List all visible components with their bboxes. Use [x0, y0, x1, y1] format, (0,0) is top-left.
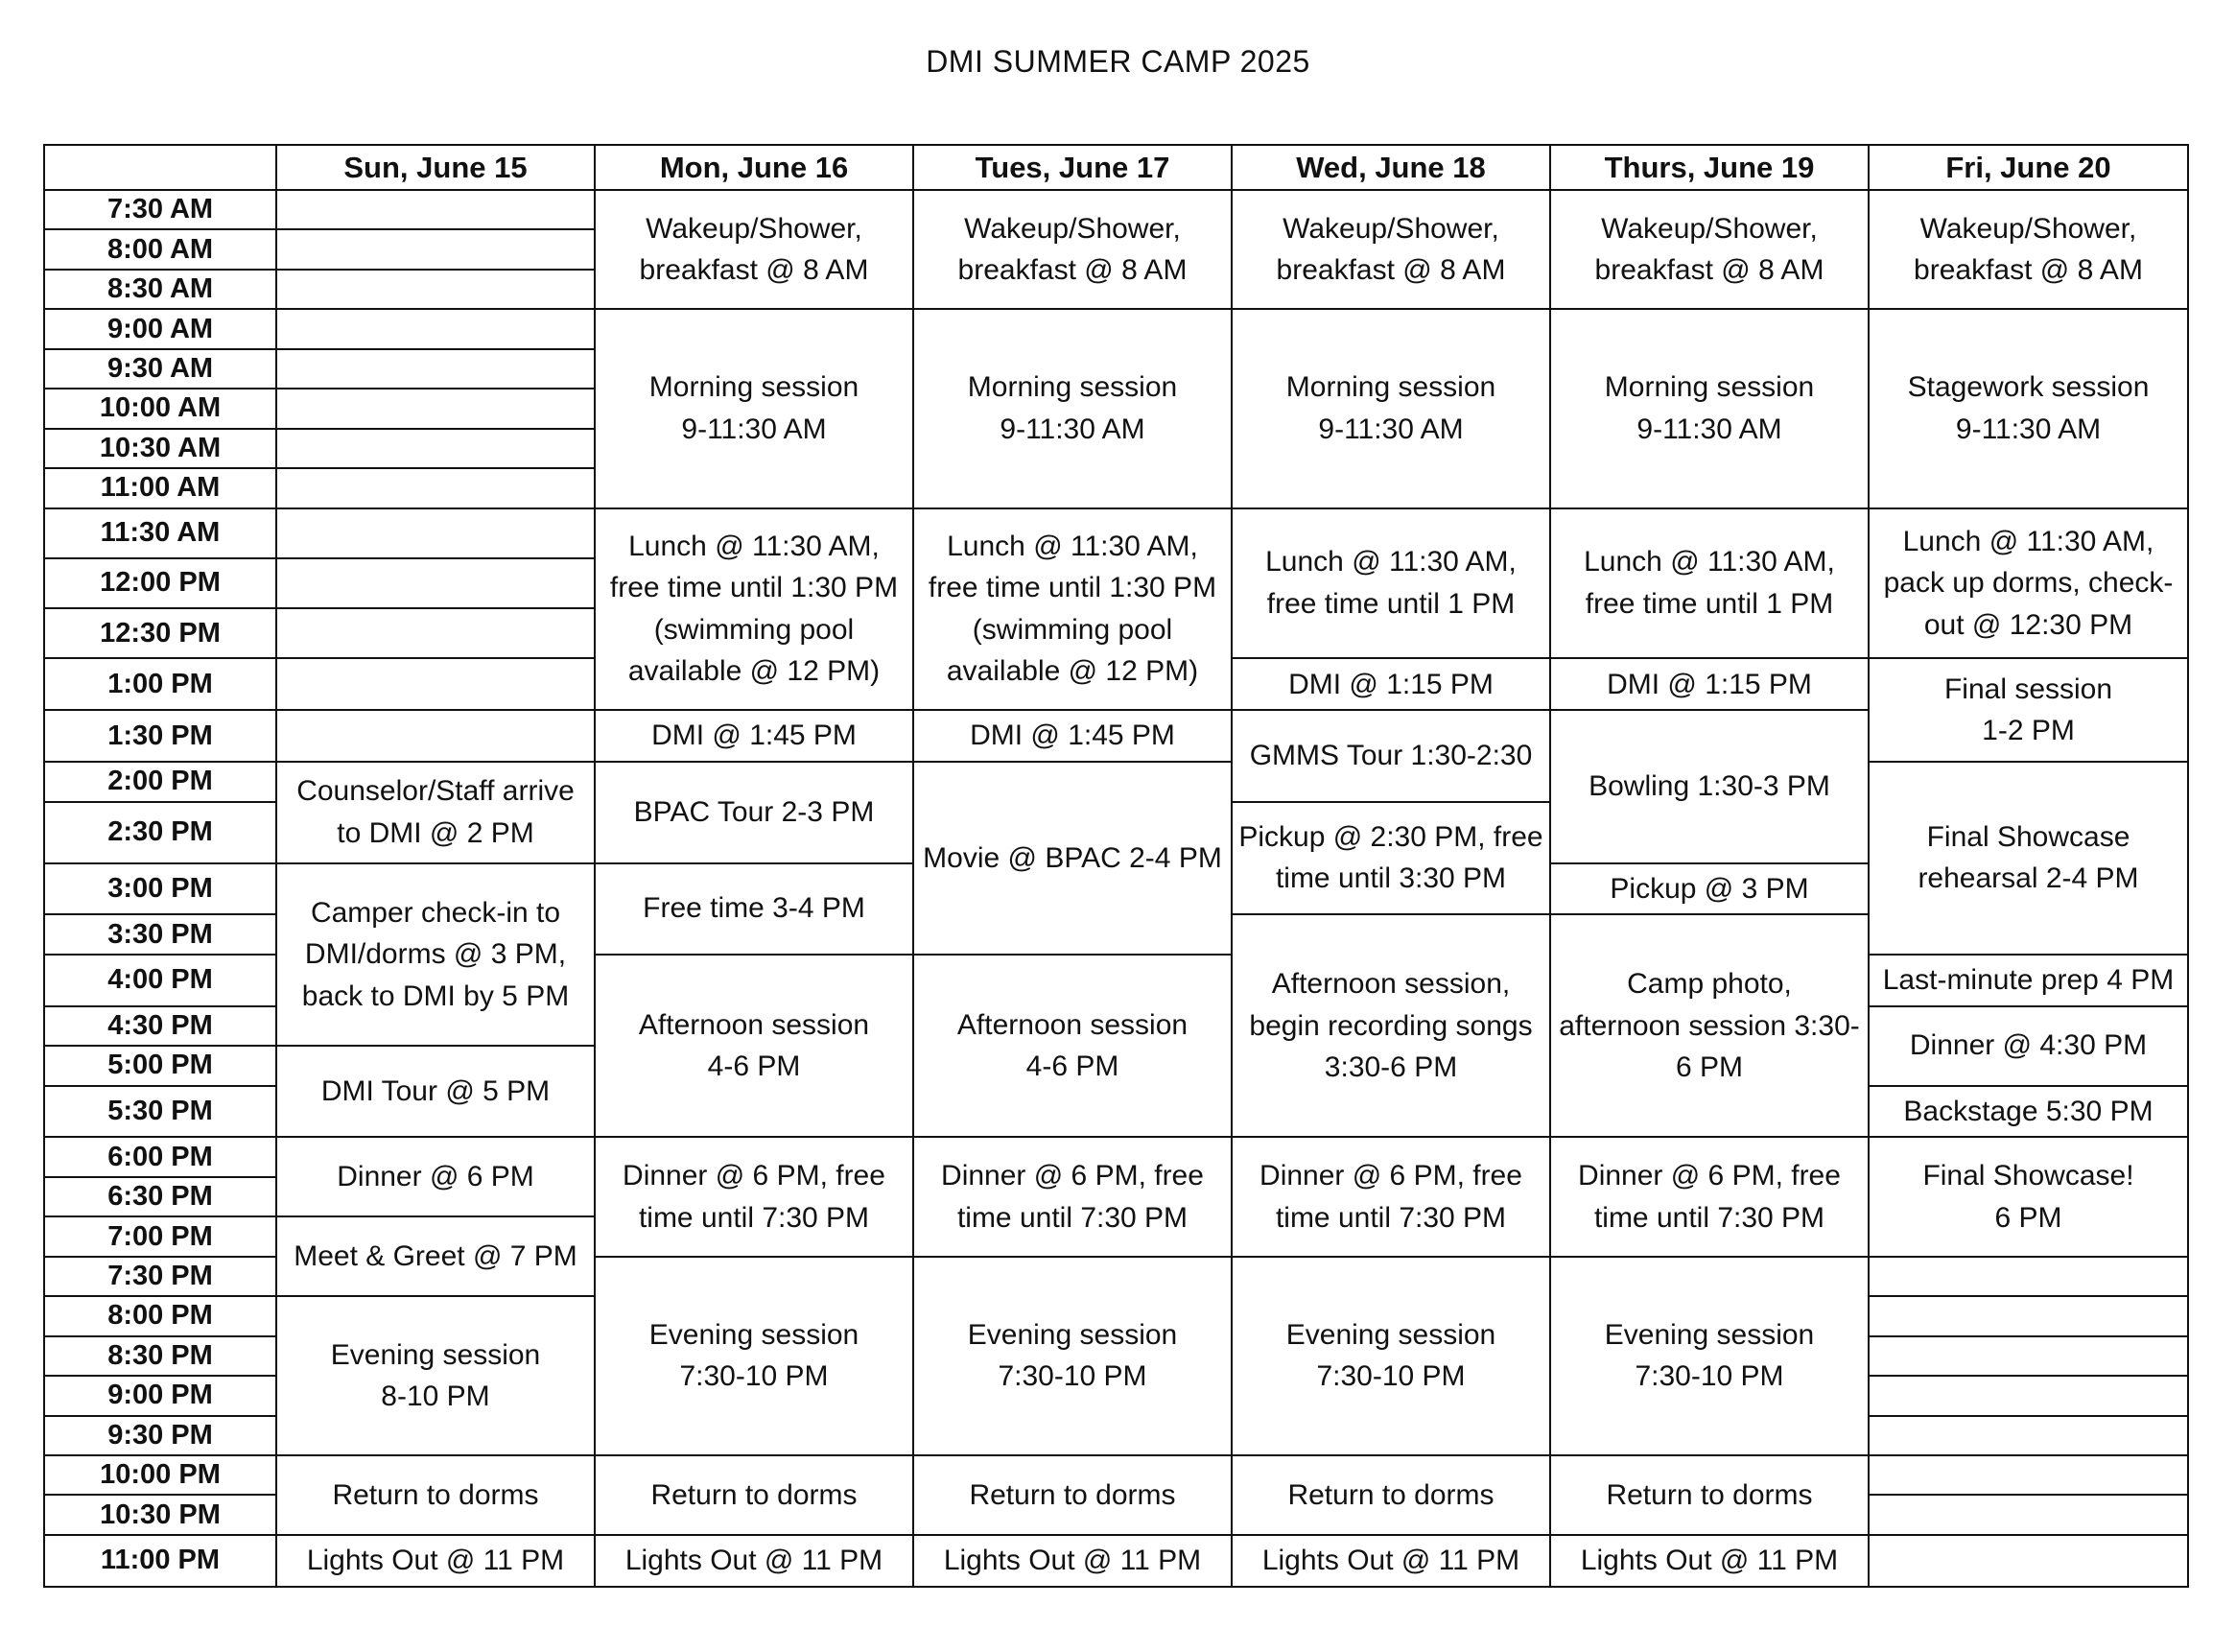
time-label: 11:30 AM	[44, 508, 276, 558]
empty-slot	[276, 710, 595, 762]
day-header: Tues, June 17	[913, 145, 1232, 190]
time-label: 9:30 AM	[44, 349, 276, 389]
empty-slot	[1869, 1416, 2188, 1455]
schedule-event: Last-minute prep 4 PM	[1869, 955, 2188, 1006]
time-row	[44, 1137, 2188, 1176]
time-label: 8:30 AM	[44, 270, 276, 309]
schedule-event: Wakeup/Shower, breakfast @ 8 AM	[595, 190, 913, 309]
empty-slot	[276, 608, 595, 658]
schedule-event: Wakeup/Shower, breakfast @ 8 AM	[1869, 190, 2188, 309]
schedule-event: Lights Out @ 11 PM	[276, 1535, 595, 1587]
empty-slot	[1869, 1376, 2188, 1415]
schedule-event: Evening session 7:30-10 PM	[1550, 1257, 1869, 1455]
time-label: 5:30 PM	[44, 1086, 276, 1138]
day-header: Sun, June 15	[276, 145, 595, 190]
schedule-event: Camp photo, afternoon session 3:30- 6 PM	[1550, 914, 1869, 1137]
time-label: 8:30 PM	[44, 1336, 276, 1376]
time-label: 9:00 PM	[44, 1376, 276, 1415]
empty-slot	[276, 558, 595, 608]
time-label: 12:00 PM	[44, 558, 276, 608]
schedule-event: Lights Out @ 11 PM	[913, 1535, 1232, 1587]
time-label: 10:00 PM	[44, 1455, 276, 1495]
schedule-event: Lunch @ 11:30 AM, free time until 1:30 PM (swimming pool available @ 12 PM)	[595, 508, 913, 711]
schedule-event: Movie @ BPAC 2-4 PM	[913, 762, 1232, 955]
time-label: 10:00 AM	[44, 389, 276, 428]
empty-slot	[276, 658, 595, 710]
schedule-event: Stagework session 9-11:30 AM	[1869, 309, 2188, 507]
schedule-event: Wakeup/Shower, breakfast @ 8 AM	[913, 190, 1232, 309]
empty-slot	[276, 229, 595, 269]
empty-slot	[276, 508, 595, 558]
schedule-event: Lunch @ 11:30 AM, free time until 1 PM	[1550, 508, 1869, 659]
schedule-event: Bowling 1:30-3 PM	[1550, 710, 1869, 862]
empty-slot	[276, 468, 595, 507]
time-row	[44, 309, 2188, 348]
schedule-event: Final session 1-2 PM	[1869, 658, 2188, 762]
time-label: 6:30 PM	[44, 1177, 276, 1216]
schedule-event: Wakeup/Shower, breakfast @ 8 AM	[1550, 190, 1869, 309]
time-label: 4:30 PM	[44, 1006, 276, 1046]
time-label: 5:00 PM	[44, 1046, 276, 1085]
corner-cell	[44, 145, 276, 190]
schedule-event: Counselor/Staff arrive to DMI @ 2 PM	[276, 762, 595, 862]
schedule-event: Lights Out @ 11 PM	[1232, 1535, 1550, 1587]
schedule-event: Free time 3-4 PM	[595, 863, 913, 955]
schedule-event: DMI @ 1:45 PM	[913, 710, 1232, 762]
empty-slot	[1869, 1535, 2188, 1587]
schedule-event: Morning session 9-11:30 AM	[913, 309, 1232, 507]
time-label: 2:00 PM	[44, 762, 276, 801]
time-label: 3:30 PM	[44, 914, 276, 954]
schedule-event: Camper check-in to DMI/dorms @ 3 PM, back to DMI by 5 PM	[276, 863, 595, 1047]
schedule-event: DMI @ 1:15 PM	[1550, 658, 1869, 710]
schedule-event: Dinner @ 6 PM	[276, 1137, 595, 1216]
time-label: 4:00 PM	[44, 955, 276, 1006]
empty-slot	[276, 389, 595, 428]
time-label: 7:30 PM	[44, 1257, 276, 1296]
schedule-event: BPAC Tour 2-3 PM	[595, 762, 913, 862]
time-label: 1:30 PM	[44, 710, 276, 762]
schedule-event: Wakeup/Shower, breakfast @ 8 AM	[1232, 190, 1550, 309]
schedule-event: Afternoon session 4-6 PM	[595, 955, 913, 1138]
schedule-event: DMI @ 1:45 PM	[595, 710, 913, 762]
schedule-event: Lunch @ 11:30 AM, free time until 1 PM	[1232, 508, 1550, 659]
schedule-event: Meet & Greet @ 7 PM	[276, 1216, 595, 1296]
time-row	[44, 190, 2188, 229]
schedule-event: Lights Out @ 11 PM	[1550, 1535, 1869, 1587]
time-label: 2:30 PM	[44, 802, 276, 863]
time-label: 12:30 PM	[44, 608, 276, 658]
schedule-event: Evening session 7:30-10 PM	[913, 1257, 1232, 1455]
time-row	[44, 710, 2188, 762]
schedule-event: Dinner @ 6 PM, free time until 7:30 PM	[595, 1137, 913, 1256]
empty-slot	[1869, 1296, 2188, 1335]
empty-slot	[276, 429, 595, 468]
empty-slot	[1869, 1455, 2188, 1495]
schedule-event: Afternoon session 4-6 PM	[913, 955, 1232, 1138]
schedule-event: Return to dorms	[276, 1455, 595, 1535]
schedule-event: Lights Out @ 11 PM	[595, 1535, 913, 1587]
schedule-body	[44, 190, 2188, 1587]
time-label: 11:00 PM	[44, 1535, 276, 1587]
time-label: 9:30 PM	[44, 1416, 276, 1455]
schedule-event: DMI @ 1:15 PM	[1232, 658, 1550, 710]
schedule-event: Pickup @ 2:30 PM, free time until 3:30 PM	[1232, 802, 1550, 915]
time-label: 6:00 PM	[44, 1137, 276, 1176]
empty-slot	[276, 309, 595, 348]
schedule-event: Return to dorms	[1550, 1455, 1869, 1535]
schedule-event: Return to dorms	[595, 1455, 913, 1535]
day-header: Fri, June 20	[1869, 145, 2188, 190]
empty-slot	[1869, 1495, 2188, 1534]
header-row	[44, 145, 2188, 190]
schedule-event: Lunch @ 11:30 AM, pack up dorms, check- out @ 12:30 PM	[1869, 508, 2188, 659]
schedule-event: Evening session 7:30-10 PM	[1232, 1257, 1550, 1455]
schedule-event: Final Showcase! 6 PM	[1869, 1137, 2188, 1256]
schedule-event: Dinner @ 4:30 PM	[1869, 1006, 2188, 1086]
time-label: 7:00 PM	[44, 1216, 276, 1256]
schedule-event: GMMS Tour 1:30-2:30	[1232, 710, 1550, 801]
time-label: 3:00 PM	[44, 863, 276, 915]
schedule-event: Backstage 5:30 PM	[1869, 1086, 2188, 1138]
time-row	[44, 1535, 2188, 1587]
schedule-event: Evening session 7:30-10 PM	[595, 1257, 913, 1455]
day-header: Thurs, June 19	[1550, 145, 1869, 190]
empty-slot	[276, 190, 595, 229]
schedule-event: Dinner @ 6 PM, free time until 7:30 PM	[1550, 1137, 1869, 1256]
schedule-event: Morning session 9-11:30 AM	[595, 309, 913, 507]
time-label: 9:00 AM	[44, 309, 276, 348]
schedule-event: Morning session 9-11:30 AM	[1232, 309, 1550, 507]
empty-slot	[276, 270, 595, 309]
time-label: 7:30 AM	[44, 190, 276, 229]
schedule-table	[43, 144, 2189, 1588]
schedule-event: Return to dorms	[1232, 1455, 1550, 1535]
schedule-event: Lunch @ 11:30 AM, free time until 1:30 PM (swimming pool available @ 12 PM)	[913, 508, 1232, 711]
schedule-event: Dinner @ 6 PM, free time until 7:30 PM	[1232, 1137, 1550, 1256]
schedule-event: Afternoon session, begin recording songs 3:30-6 PM	[1232, 914, 1550, 1137]
schedule-event: Morning session 9-11:30 AM	[1550, 309, 1869, 507]
time-label: 10:30 PM	[44, 1495, 276, 1534]
time-label: 10:30 AM	[44, 429, 276, 468]
schedule-event: Return to dorms	[913, 1455, 1232, 1535]
day-header: Wed, June 18	[1232, 145, 1550, 190]
empty-slot	[1869, 1257, 2188, 1296]
time-label: 11:00 AM	[44, 468, 276, 507]
empty-slot	[276, 349, 595, 389]
time-label: 8:00 PM	[44, 1296, 276, 1335]
schedule-event: Final Showcase rehearsal 2-4 PM	[1869, 762, 2188, 955]
time-row	[44, 1455, 2188, 1495]
schedule-event: Dinner @ 6 PM, free time until 7:30 PM	[913, 1137, 1232, 1256]
time-row	[44, 508, 2188, 558]
empty-slot	[1869, 1336, 2188, 1376]
schedule-event: Pickup @ 3 PM	[1550, 863, 1869, 915]
day-header: Mon, June 16	[595, 145, 913, 190]
time-label: 1:00 PM	[44, 658, 276, 710]
schedule-event: Evening session 8-10 PM	[276, 1296, 595, 1455]
time-label: 8:00 AM	[44, 229, 276, 269]
page-title: DMI SUMMER CAMP 2025	[926, 44, 1310, 79]
schedule-event: DMI Tour @ 5 PM	[276, 1046, 595, 1137]
